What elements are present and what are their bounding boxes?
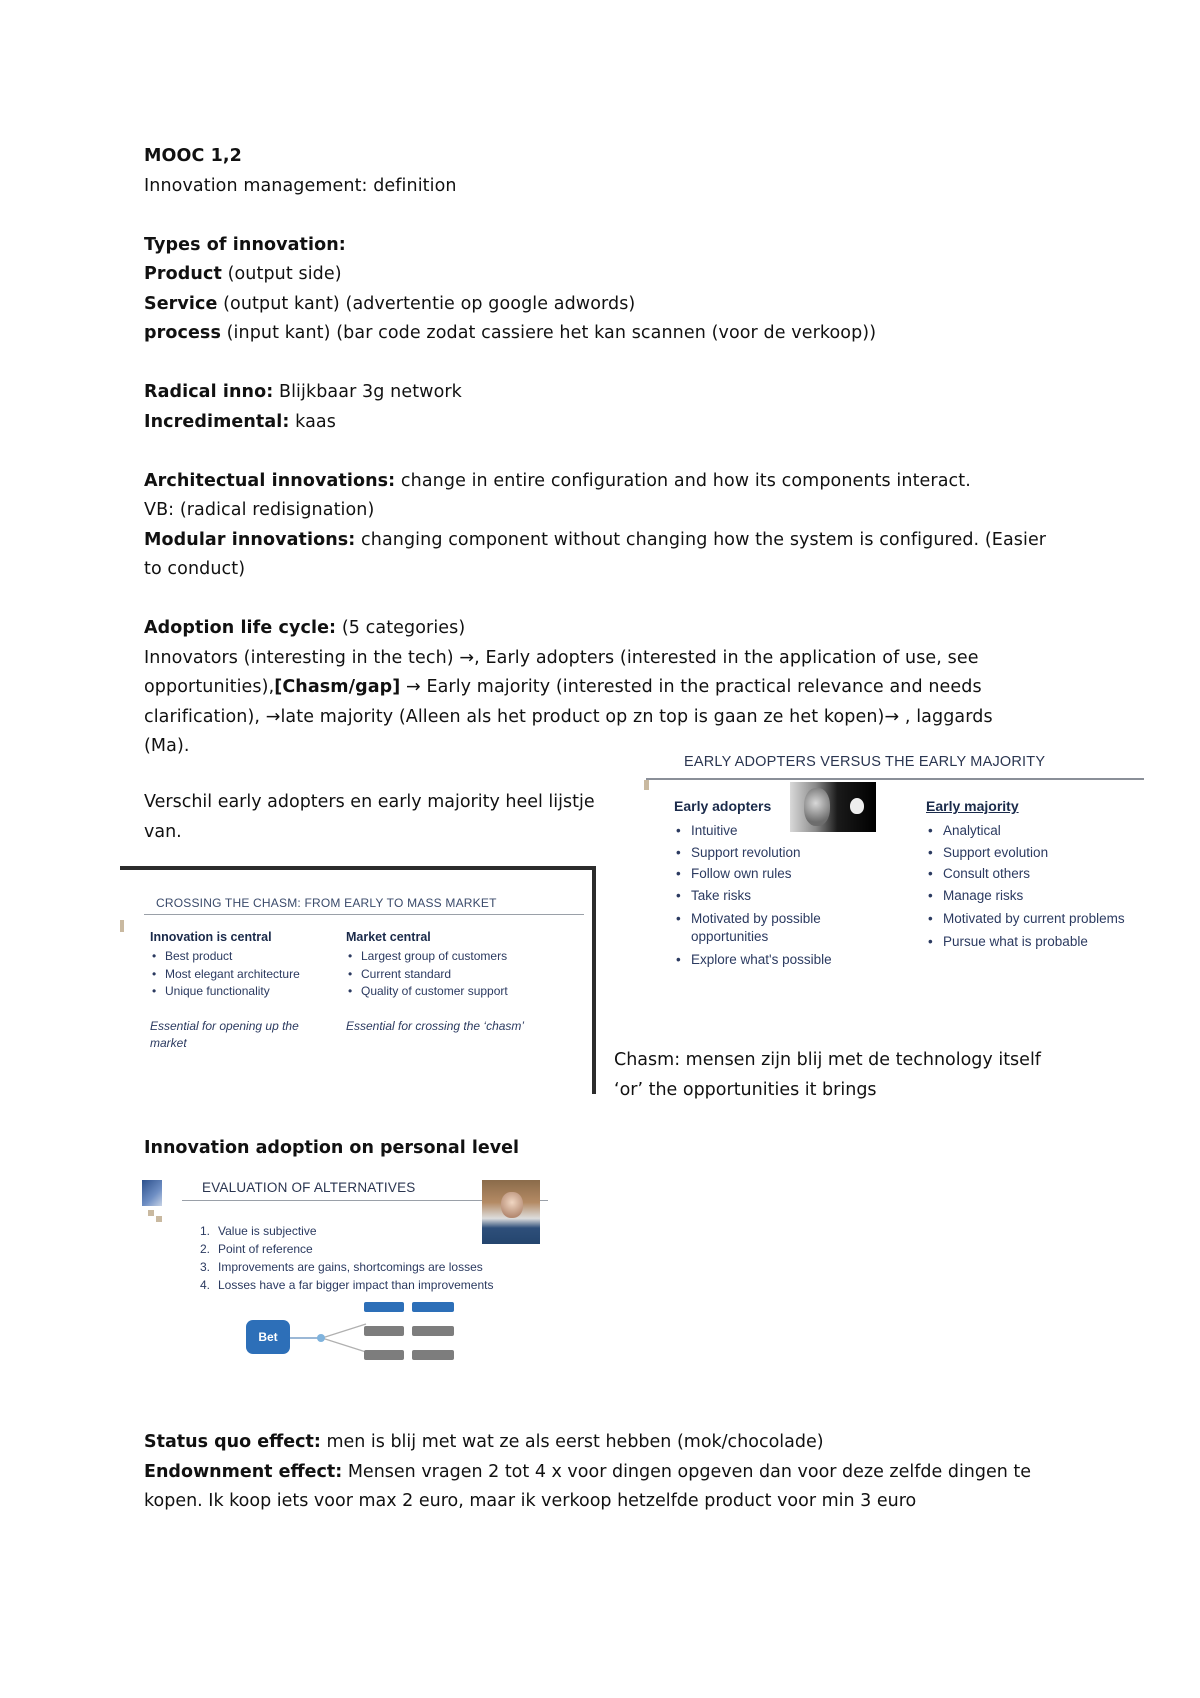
list-item: • Best product bbox=[150, 948, 340, 966]
innovation-central-heading: Innovation is central bbox=[150, 930, 272, 944]
list-item: • Largest group of customers bbox=[346, 948, 566, 966]
early-majority-heading: Early majority bbox=[926, 798, 1019, 814]
list-item: 4. Losses have a far bigger impact than improvements bbox=[200, 1278, 494, 1292]
list-item: • Motivated by current problems bbox=[926, 910, 1126, 928]
tree-label-box bbox=[364, 1302, 404, 1312]
list-item: • Take risks bbox=[674, 885, 874, 907]
tree-label-box bbox=[364, 1350, 404, 1360]
title-line: MOOC 1,2 bbox=[144, 146, 242, 166]
tree-label-box bbox=[412, 1350, 454, 1360]
tree-label-box bbox=[412, 1326, 454, 1336]
list-item: • Quality of customer support bbox=[346, 983, 566, 1001]
adoption-line-3: clarification), →late majority (Alleen als het product op zn top is gaan ze het kopen)→ , laggards bbox=[144, 706, 993, 727]
list-item: • Manage risks bbox=[926, 885, 1126, 907]
slide-title: EVALUATION OF ALTERNATIVES bbox=[202, 1180, 416, 1195]
endowment-line-2: kopen. Ik koop iets voor max 2 euro, maar ik verkoop hetzelfde product voor min 3 euro bbox=[144, 1491, 917, 1511]
verschil-line-2: van. bbox=[144, 821, 182, 842]
modular-line: Modular innovations: changing component without changing how the system is configured. (Easier bbox=[144, 529, 1047, 550]
verschil-note bbox=[144, 788, 624, 847]
list-item: • Current standard bbox=[346, 966, 566, 984]
chasm-line-2: ‘or’ the opportunities it brings bbox=[614, 1079, 877, 1100]
list-item: 2. Point of reference bbox=[200, 1242, 313, 1256]
decor-marker bbox=[644, 780, 649, 790]
list-item: • Explore what's possible bbox=[674, 949, 874, 971]
product-line: Product (output side) bbox=[144, 264, 342, 284]
list-item: 3. Improvements are gains, shortcomings are losses bbox=[200, 1260, 483, 1274]
list-item: • Intuitive bbox=[674, 820, 874, 842]
list-item: • Analytical bbox=[926, 820, 1126, 842]
title-divider bbox=[144, 914, 584, 915]
list-item: • Support revolution bbox=[674, 842, 874, 864]
effects-paragraph bbox=[144, 1428, 1074, 1517]
early-majority-list bbox=[926, 820, 1126, 953]
decor-marker bbox=[120, 920, 124, 932]
list-item: • Support evolution bbox=[926, 842, 1126, 864]
chance-node bbox=[317, 1334, 325, 1342]
evaluation-list bbox=[200, 1222, 520, 1294]
modular-line-2: to conduct) bbox=[144, 559, 246, 579]
slide-title: CROSSING THE CHASM: FROM EARLY TO MASS MARKET bbox=[156, 896, 497, 910]
status-quo-line: Status quo effect: men is blij met wat ze als eerst hebben (mok/chocolade) bbox=[144, 1432, 824, 1452]
tree-label-box bbox=[412, 1302, 454, 1312]
list-item: 1. Value is subjective bbox=[200, 1224, 317, 1238]
radical-line: Radical inno: Blijkbaar 3g network bbox=[144, 382, 462, 402]
process-line: process (input kant) (bar code zodat cassiere het kan scannen (voor de verkoop)) bbox=[144, 323, 877, 343]
market-central-list bbox=[346, 948, 566, 1001]
tree-label-box bbox=[364, 1326, 404, 1336]
innovation-central-list bbox=[150, 948, 340, 1001]
early-adopters-heading: Early adopters bbox=[674, 798, 772, 814]
market-central-heading: Market central bbox=[346, 930, 431, 944]
list-item: • Follow own rules bbox=[674, 863, 874, 885]
personal-level-heading: Innovation adoption on personal level bbox=[144, 1138, 519, 1158]
endowment-line: Endownment effect: Mensen vragen 2 tot 4 x voor dingen opgeven dan voor deze zelfde dingen te bbox=[144, 1461, 1032, 1482]
adoption-line-2: opportunities),[Chasm/gap] → Early majority (interested in the practical relevance and needs bbox=[144, 677, 982, 697]
adoption-line-1: Innovators (interesting in the tech) →, Early adopters (interested in the application of use, see bbox=[144, 647, 979, 668]
slide-title: EARLY ADOPTERS VERSUS THE EARLY MAJORITY bbox=[684, 754, 1046, 770]
decor-marker bbox=[156, 1216, 162, 1222]
early-adopters-list bbox=[674, 820, 874, 971]
service-line: Service (output kant) (advertentie op google adwords) bbox=[144, 293, 636, 314]
market-central-note: Essential for crossing the ‘chasm’ bbox=[346, 1019, 525, 1033]
list-item: • Consult others bbox=[926, 863, 1126, 885]
list-item: • Most elegant architecture bbox=[150, 966, 340, 984]
types-heading: Types of innovation: bbox=[144, 234, 346, 255]
verschil-line-1: Verschil early adopters en early majority heel lijstje bbox=[144, 792, 595, 812]
subtitle-line: Innovation management: definition bbox=[144, 175, 457, 196]
vb-line: VB: (radical redisignation) bbox=[144, 500, 375, 520]
document-body bbox=[144, 142, 1064, 762]
bet-node: Bet bbox=[246, 1320, 290, 1354]
apple-logo-icon bbox=[850, 798, 864, 814]
architectural-line: Architectual innovations: change in entire configuration and how its components interact. bbox=[144, 470, 971, 491]
decor-marker bbox=[148, 1210, 154, 1216]
chasm-note bbox=[614, 1046, 1134, 1105]
slide-logo bbox=[142, 1180, 162, 1206]
incremental-line: Incredimental: kaas bbox=[144, 411, 336, 432]
adoption-line-4: (Ma). bbox=[144, 736, 190, 756]
title-divider bbox=[646, 778, 1144, 780]
innovation-central-note: Essential for opening up the market bbox=[150, 1019, 299, 1050]
slide-early-adopters-vs-majority bbox=[644, 750, 1144, 1030]
list-item: • Pursue what is probable bbox=[926, 931, 1126, 953]
chasm-line-1: Chasm: mensen zijn blij met de technology itself bbox=[614, 1050, 1041, 1070]
slide-crossing-the-chasm bbox=[120, 866, 596, 1094]
list-item: • Unique functionality bbox=[150, 983, 340, 1001]
list-item: • Motivated by possible opportunities bbox=[674, 910, 874, 946]
adoption-heading: Adoption life cycle: (5 categories) bbox=[144, 618, 466, 638]
slide-evaluation-of-alternatives bbox=[142, 1176, 552, 1376]
